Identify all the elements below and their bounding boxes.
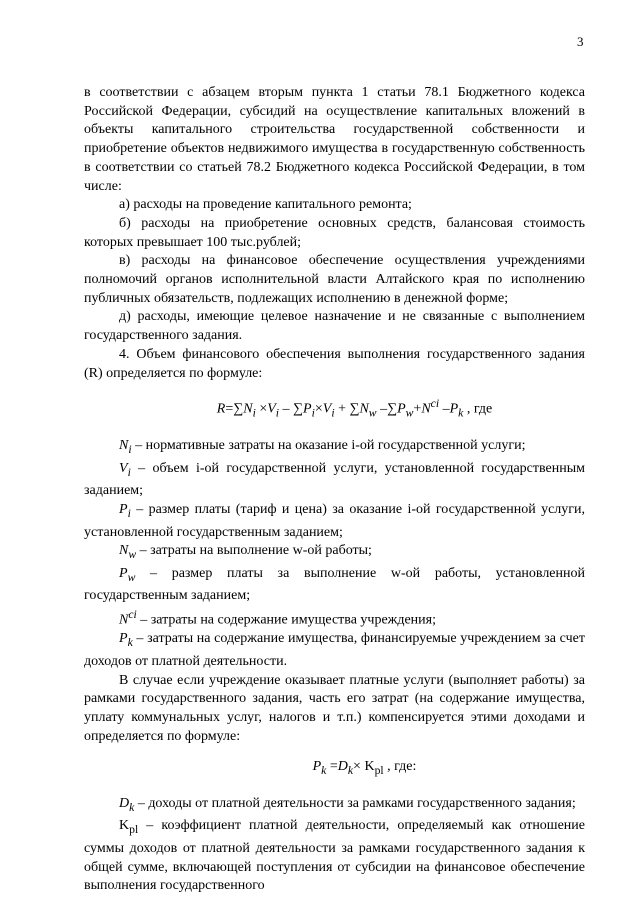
definition-ni: $N_i$ – нормативные затраты на оказание i-ой государственной услуги; — [119, 438, 526, 457]
list-item-v: в) расходы на финансовое обеспечение осуществления учреждениями полномочий органов исполнительной власти Алтайского края по исполнению публичных обязательств, подлежащих исполнению в денежной форме; — [84, 253, 585, 306]
definition-dk: $D_k$ – доходы от платной деятельности за рамками государственного задания; — [119, 795, 576, 814]
page-number: 3 — [577, 34, 584, 49]
list-item-a: а) расходы на проведение капитального ремонта; — [119, 197, 412, 213]
paragraph-paid-services: В случае если учреждение оказывает платные услуги (выполняет работы) за рамками государственного задания, часть его затрат (на содержание имущества, уплату коммунальных услуг, налогов и т.п.) компенсируется этими доходами и определяется по формуле: — [84, 672, 585, 744]
definition-nw: $N_w$ – затраты на выполнение w-ой работы; — [119, 543, 372, 562]
definition-pi: $P_i$ – размер платы (тариф и цена) за оказание i-ой государственной услуги, установленной государственным заданием; — [84, 502, 585, 540]
formula-pk: $P_k =D_k\times K_{pl}$ , где: — [312, 759, 417, 778]
definition-vi: $V_i$ – объем i-ой государственной услуги, установленной государственным заданием; — [84, 460, 585, 499]
list-item-b: б) расходы на приобретение основных средств, балансовая стоимость которых превышает 100 тыс.рублей; — [84, 215, 585, 250]
definition-pk: $P_k$ – затраты на содержание имущества, финансируемые учреждением за счет доходов от платной деятельности. — [84, 631, 585, 669]
definition-kpl: $K_{pl}$ – коэффициент платной деятельности, определяемый как отношение суммы доходов от платной деятельности за рамками государственного задания к общей сумме, включающей поступления от субсидии на финансовое обеспечение выполнения государственного — [84, 818, 585, 894]
paragraph-4: 4. Объем финансового обеспечения выполнения государственного задания (R) определяется по формуле: — [84, 346, 585, 381]
formula-r: $R=\sum N_i \times V_i - \sum P_i\times V_i + \sum N_w$ $-\sum P_w+N^{ci}$ $-P_k$ , где — [216, 397, 493, 420]
definition-nci: $N^{ci}$ – затраты на содержание имущества учреждения; — [119, 608, 436, 628]
paragraph-intro: в соответствии с абзацем вторым пункта 1 статьи 78.1 Бюджетного кодекса Российской Федерации, субсидий на осуществление капитальных вложений в объекты капитального строительства государственной собственности и приобретение объектов недвижимого имущества в государственную собственность в соответствии со статьей 78.2 Бюджетного кодекса Российской Федерации, в том числе: — [84, 85, 585, 194]
document-body — [84, 84, 585, 896]
definition-pw: $P_w$ – размер платы за выполнение w-ой работы, установленной государственным заданием; — [84, 565, 585, 604]
list-item-d: д) расходы, имеющие целевое назначение и не связанные с выполнением государственного задания. — [84, 309, 585, 344]
